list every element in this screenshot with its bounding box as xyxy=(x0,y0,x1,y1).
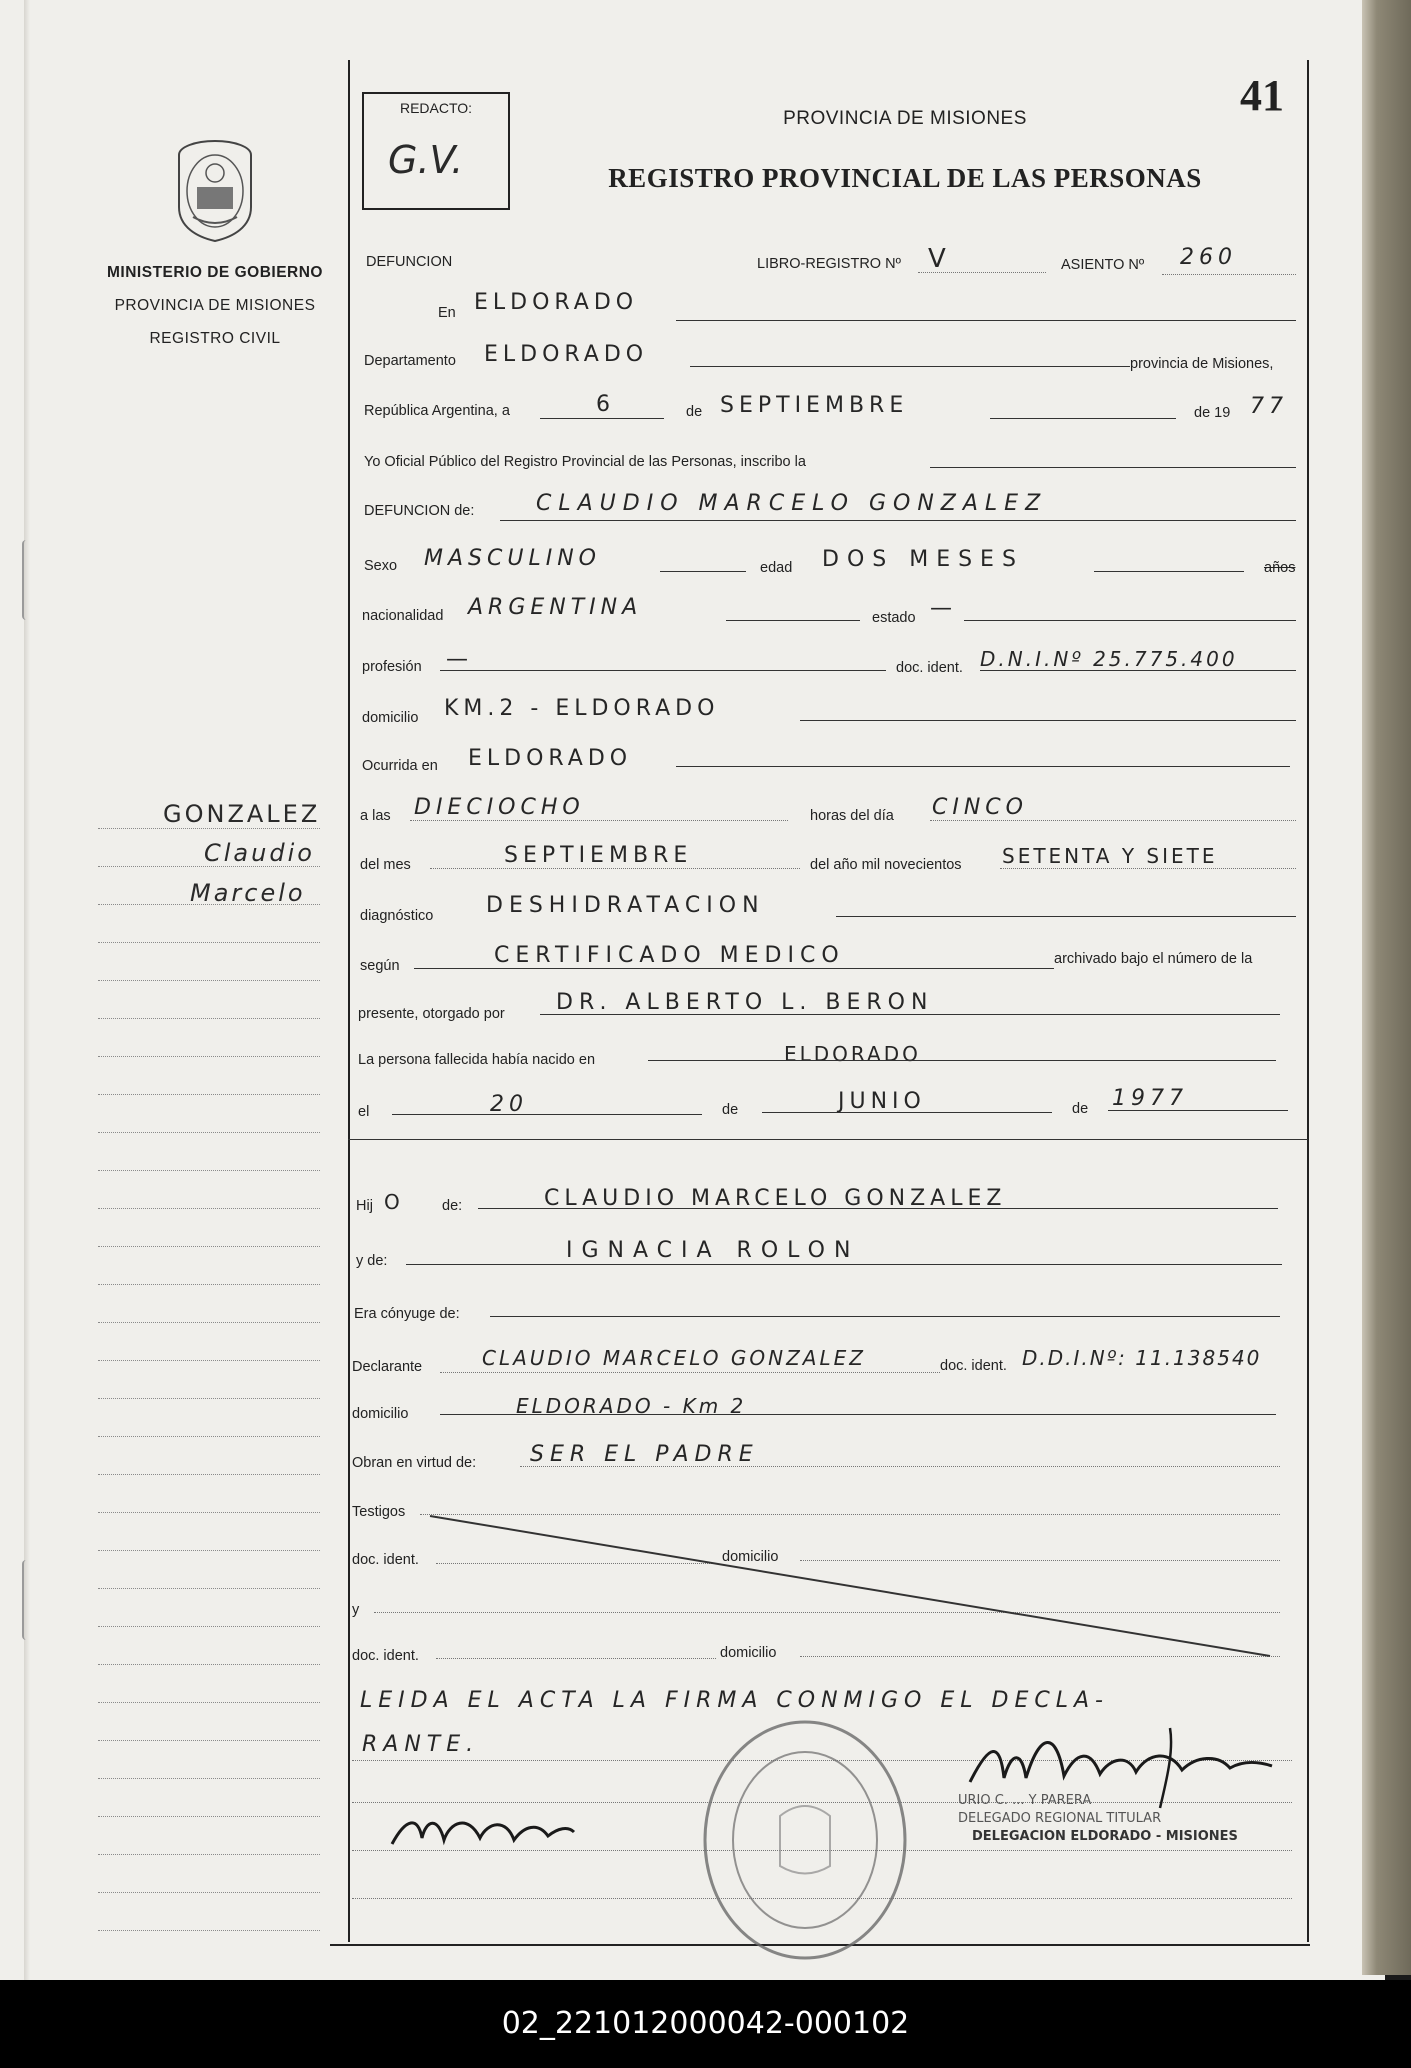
delmes-label: del mes xyxy=(360,857,411,873)
delegado-title: DELEGADO REGIONAL TITULAR xyxy=(958,1811,1162,1826)
declarante-domicilio-value: ELDORADO - Km 2 xyxy=(516,1394,747,1418)
diagnostico-label: diagnóstico xyxy=(360,908,434,924)
form-frame-left xyxy=(348,60,350,1942)
margin-note-line xyxy=(98,1892,320,1893)
segun-value: CERTIFICADO MEDICO xyxy=(494,943,845,968)
conyuge-line xyxy=(490,1316,1280,1317)
margin-note-line xyxy=(98,1778,320,1779)
book-page-edge xyxy=(1362,0,1411,1975)
hijo-label: Hij xyxy=(356,1198,373,1214)
profesion-line xyxy=(440,670,886,671)
margin-note-line xyxy=(98,942,320,943)
closing-line-2: RANTE. xyxy=(362,1732,480,1757)
profesion-value: — xyxy=(446,647,473,672)
delegacion-name: DELEGACION ELDORADO - MISIONES xyxy=(972,1829,1238,1844)
redacto-initials: G.V. xyxy=(388,138,464,182)
edad-value: DOS MESES xyxy=(822,547,1024,572)
binding-edge xyxy=(24,0,30,1980)
margin-first-name: Claudio xyxy=(204,839,315,867)
obran-line xyxy=(520,1466,1280,1467)
official-seal-stamp xyxy=(700,1716,910,1964)
domicilio-label: domicilio xyxy=(362,710,419,726)
sexo-value: MASCULINO xyxy=(424,546,601,571)
closing-line-1: LEIDA EL ACTA LA FIRMA CONMIGO EL DECLA- xyxy=(360,1688,1109,1713)
registry-title: REGISTRO PROVINCIAL DE LAS PERSONAS xyxy=(608,163,1202,193)
provincia-label: provincia de Misiones, xyxy=(1130,356,1274,372)
margin-note-line xyxy=(98,1208,320,1209)
margin-note-line xyxy=(98,1170,320,1171)
madre-de-label: y de: xyxy=(356,1253,388,1269)
sexo-label: Sexo xyxy=(364,558,398,574)
nac-de2-label: de xyxy=(1072,1101,1089,1117)
margin-note-line xyxy=(98,1550,320,1551)
edad-line xyxy=(1094,571,1244,572)
margin-note-line xyxy=(98,1930,320,1931)
margin-note-line xyxy=(98,1436,320,1437)
dia-letras-line xyxy=(930,820,1296,821)
margin-second-name: Marcelo xyxy=(190,879,306,907)
image-id-bar xyxy=(0,1980,1411,2068)
oficial-line xyxy=(930,467,1296,468)
oficial-text: Yo Oficial Público del Registro Provincial de las Personas, inscribo la xyxy=(364,454,806,470)
nacionalidad-line xyxy=(726,620,860,621)
edad-label: edad xyxy=(760,560,793,576)
nacido-value: ELDORADO xyxy=(784,1042,921,1066)
padre-value: CLAUDIO MARCELO GONZALEZ xyxy=(544,1186,1007,1211)
anio-letras-value: SETENTA Y SIETE xyxy=(1002,844,1218,868)
madre-line xyxy=(406,1264,1282,1265)
medico-line xyxy=(540,1014,1280,1015)
ocurrida-value: ELDORADO xyxy=(468,746,633,771)
margin-note-line xyxy=(98,1474,320,1475)
margin-note-line xyxy=(98,1664,320,1665)
padre-line xyxy=(478,1208,1278,1209)
margin-note-line xyxy=(98,1702,320,1703)
asiento-label: ASIENTO Nº xyxy=(1061,257,1145,273)
staple-bottom xyxy=(22,1560,34,1640)
doc-value: D.N.I.Nº 25.775.400 xyxy=(980,647,1238,671)
obran-value: SER EL PADRE xyxy=(530,1442,759,1467)
margin-note-line xyxy=(98,1094,320,1095)
nac-anio-line xyxy=(1108,1110,1288,1111)
fecha-dia: 6 xyxy=(596,392,615,417)
testigo-y-label: y xyxy=(352,1602,360,1618)
ministry-name: MINISTERIO DE GOBIERNO xyxy=(107,264,323,281)
fallecido-line xyxy=(500,520,1296,521)
fecha-19-label: de 19 xyxy=(1194,405,1231,421)
estado-value: — xyxy=(930,596,957,621)
en-label: En xyxy=(438,305,456,321)
declarant-signature xyxy=(388,1808,578,1854)
alas-label: a las xyxy=(360,808,391,824)
asiento-value: 260 xyxy=(1180,245,1237,270)
conyuge-label: Era cónyuge de: xyxy=(354,1306,460,1322)
departamento-line xyxy=(690,366,1130,367)
margin-note-line xyxy=(98,1360,320,1361)
margin-note-line xyxy=(98,1246,320,1247)
domicilio-line xyxy=(800,720,1296,721)
testigo2-domicilio-label: domicilio xyxy=(720,1645,777,1661)
departamento-value: ELDORADO xyxy=(484,342,649,367)
profesion-label: profesión xyxy=(362,659,422,675)
estado-label: estado xyxy=(872,610,916,626)
form-separator xyxy=(348,1139,1308,1140)
mes2-line xyxy=(430,868,800,869)
hora-value: DIECIOCHO xyxy=(414,795,585,820)
ministry-registry: REGISTRO CIVIL xyxy=(149,330,281,347)
padre-de-label: de: xyxy=(442,1198,463,1214)
redacto-label: REDACTO: xyxy=(399,100,473,116)
en-value: ELDORADO xyxy=(474,290,639,315)
estado-line xyxy=(964,620,1296,621)
diagnostico-value: DESHIDRATACION xyxy=(486,893,765,918)
nacionalidad-value: ARGENTINA xyxy=(468,595,643,620)
nacido-label: La persona fallecida había nacido en xyxy=(358,1052,596,1068)
fecha-anio: 77 xyxy=(1250,394,1288,419)
declarante-doc-label: doc. ident. xyxy=(940,1358,1007,1374)
mes2-value: SEPTIEMBRE xyxy=(504,843,693,868)
redacto-box xyxy=(362,92,510,210)
margin-note-line xyxy=(98,1056,320,1057)
province-crest-logo xyxy=(173,137,257,245)
margin-note-line xyxy=(98,1322,320,1323)
obran-label: Obran en virtud de: xyxy=(352,1455,477,1471)
libro-label: LIBRO-REGISTRO Nº xyxy=(757,256,901,272)
archivado-label: archivado bajo el número de la xyxy=(1054,951,1253,967)
ocurrida-line xyxy=(676,766,1290,767)
margin-note-line xyxy=(98,1588,320,1589)
nac-de-label: de xyxy=(722,1102,739,1118)
margin-note-line xyxy=(98,1816,320,1817)
declarante-domicilio-line xyxy=(440,1414,1276,1415)
declarante-domicilio-label: domicilio xyxy=(352,1406,409,1422)
doc-line xyxy=(980,670,1296,671)
libro-line xyxy=(918,272,1046,273)
margin-note-line xyxy=(98,1398,320,1399)
fallecido-nombre: CLAUDIO MARCELO GONZALEZ xyxy=(536,491,1048,516)
anio-letras-label: del año mil novecientos xyxy=(810,857,962,873)
nac-dia-line xyxy=(392,1114,702,1115)
margin-note-line xyxy=(98,1854,320,1855)
margin-note-line xyxy=(98,1626,320,1627)
testigo2-doc-label: doc. ident. xyxy=(352,1648,419,1664)
departamento-label: Departamento xyxy=(364,353,456,369)
dia-letras-value: CINCO xyxy=(932,795,1028,820)
madre-value: IGNACIA ROLON xyxy=(566,1238,860,1263)
margin-note-line xyxy=(98,1284,320,1285)
nac-mes-line xyxy=(762,1112,1052,1113)
asiento-line xyxy=(1162,274,1296,275)
margin-note-line xyxy=(98,1512,320,1513)
delegado-name: URIO C. ... Y PARERA xyxy=(958,1793,1092,1808)
sexo-line xyxy=(660,571,746,572)
republica-label: República Argentina, a xyxy=(364,403,510,419)
nac-mes-value: JUNIO xyxy=(838,1089,926,1114)
declarante-line xyxy=(440,1372,940,1373)
en-line xyxy=(676,320,1296,321)
segun-line xyxy=(414,968,1054,969)
witness-cancel-stroke xyxy=(420,1510,1280,1660)
record-type-label: DEFUNCION xyxy=(366,254,453,270)
hora-line xyxy=(410,820,788,821)
horas-label: horas del día xyxy=(810,808,894,824)
anio-letras-line xyxy=(1000,868,1296,869)
testigo1-domicilio-label: domicilio xyxy=(722,1549,779,1565)
form-frame-right xyxy=(1307,60,1309,1942)
nac-anio-value: 1977 xyxy=(1112,1086,1188,1111)
ocurrida-label: Ocurrida en xyxy=(362,758,438,774)
province-heading: PROVINCIA DE MISIONES xyxy=(783,108,1027,129)
margin-note-line xyxy=(98,1740,320,1741)
nacido-line xyxy=(648,1060,1276,1061)
folio-number: 41 xyxy=(1240,71,1284,120)
nac-dia-value: 20 xyxy=(490,1092,528,1117)
ministry-province: PROVINCIA DE MISIONES xyxy=(114,297,316,314)
declarante-value: CLAUDIO MARCELO GONZALEZ xyxy=(482,1346,866,1370)
testigos-label: Testigos xyxy=(352,1504,406,1520)
margin-note-line xyxy=(98,980,320,981)
doc-label: doc. ident. xyxy=(896,660,963,676)
declarante-label: Declarante xyxy=(352,1359,423,1375)
fecha-de-label: de xyxy=(686,404,703,420)
image-id-label: 02_221012000042-000102 xyxy=(501,2006,910,2041)
margin-note-line xyxy=(98,828,320,829)
fecha-dia-line xyxy=(540,418,664,419)
hijo-suffix: O xyxy=(384,1190,403,1214)
margin-note-line xyxy=(98,1132,320,1133)
presente-label: presente, otorgado por xyxy=(358,1006,505,1022)
staple-top xyxy=(22,540,34,620)
libro-value: V xyxy=(928,244,951,274)
declarante-doc-value: D.D.I.Nº: 11.138540 xyxy=(1022,1346,1262,1370)
el-label: el xyxy=(358,1104,370,1120)
domicilio-value: KM.2 - ELDORADO xyxy=(444,696,720,721)
medico-value: DR. ALBERTO L. BERON xyxy=(556,990,934,1015)
margin-note-line xyxy=(98,1018,320,1019)
margin-surname: GONZALEZ xyxy=(163,800,321,828)
defuncion-de-label: DEFUNCION de: xyxy=(364,503,475,519)
fecha-mes-line xyxy=(990,418,1176,419)
anios-label: años xyxy=(1264,560,1296,576)
diagnostico-line xyxy=(836,916,1296,917)
testigo1-doc-label: doc. ident. xyxy=(352,1552,419,1568)
fecha-mes: SEPTIEMBRE xyxy=(720,393,909,418)
nacionalidad-label: nacionalidad xyxy=(362,608,444,624)
segun-label: según xyxy=(360,958,400,974)
